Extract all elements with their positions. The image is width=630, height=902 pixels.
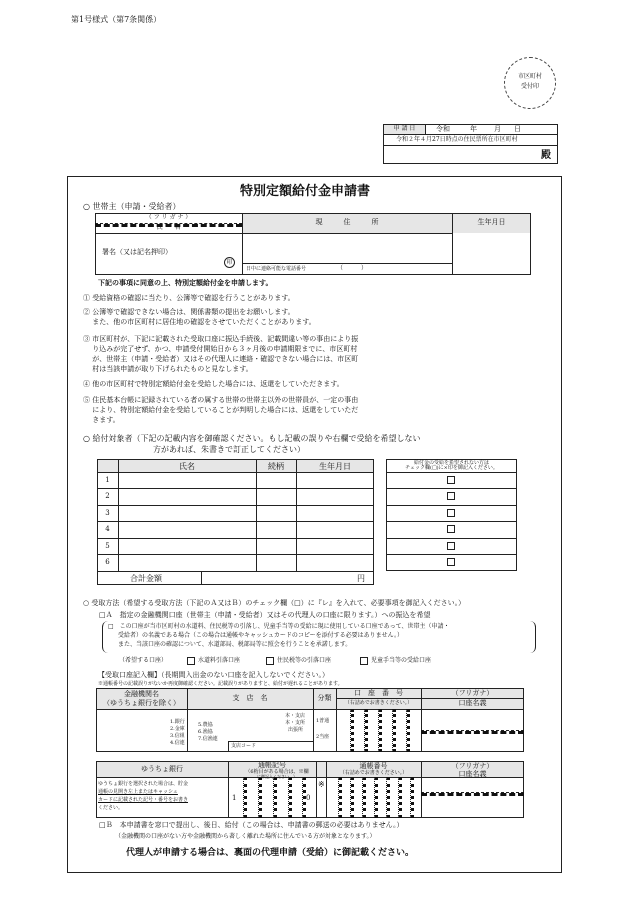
optout-note-2: チェック欄(□)に×印を御記入ください。 — [405, 465, 498, 471]
seal-mark — [224, 257, 235, 268]
yucho-symbol-note-2: に御記入ください。） — [257, 774, 297, 779]
wish-water-checkbox[interactable] — [187, 657, 195, 665]
account-number-note: （右詰めでお書きください。） — [344, 700, 413, 706]
recipients-heading-2: 方があれば、朱書きで訂正してください） — [153, 445, 305, 454]
agreement-item-2b: また、他の市区町村に居住地の確認をさせていただくことがあります。 — [83, 318, 316, 326]
seal-text: 印 — [226, 259, 233, 266]
row-number: 6 — [105, 558, 110, 566]
date-year: 年 — [470, 125, 477, 133]
branch-type: 本・支店 — [285, 713, 306, 719]
birthdate-label: 生年月日 — [477, 218, 506, 226]
row-number: 5 — [105, 542, 110, 550]
account-warning: ※通帳番号の記載誤りがないか再度御確認ください。記載誤りがありますと、給付が遅れることがあります。 — [98, 681, 343, 687]
optout-checkbox[interactable] — [447, 476, 455, 484]
phone-parens: （ ） — [337, 265, 368, 272]
recipients-heading: ○ 給付対象者（下記の記載内容を御確認ください。もし記載の誤りや右欄で受給を希望しない — [83, 434, 421, 443]
account-type: 1普通 — [316, 718, 330, 724]
yucho-number-label: 通帳番号 — [359, 762, 388, 770]
recipients-table — [97, 459, 374, 585]
optout-checkbox[interactable] — [447, 509, 455, 517]
name-label: 氏 名 — [156, 224, 181, 231]
existing-account-1: □ この口座が当市区町村の水道料、住民税等の引落し、児童手当等の受給に現に使用している口座であって、世帯主（申請・ — [108, 623, 450, 630]
agreement-item-1: ① 受給資格の確認に当たり、公簿等で確認を行うことがあります。 — [83, 294, 295, 302]
phone-label: 日中に連絡可能な電話番号 — [246, 266, 307, 272]
branch-label: 支 店 名 — [232, 694, 268, 702]
row-number: 1 — [105, 476, 110, 484]
wish-option: 水道料引落口座 — [198, 657, 241, 664]
row-number: 2 — [105, 492, 110, 500]
application-date-label: 申 請 日 — [393, 125, 416, 132]
holder-name-label: 口座名義 — [458, 699, 487, 707]
honorific: 殿 — [541, 150, 551, 161]
wish-childcare-checkbox[interactable] — [360, 657, 368, 665]
agreement-item-2: ② 公簿等で確認できない場合は、関係書類の提出をお願いします。 — [83, 308, 295, 316]
col-name: 氏名 — [179, 462, 195, 471]
optout-checkbox[interactable] — [447, 525, 455, 533]
col-birthdate: 生年月日 — [319, 462, 351, 471]
branch-type: 本・支所 — [285, 720, 306, 726]
yucho-desc: ゆうちょ銀行を選択された場合は、貯金 — [98, 781, 189, 787]
bank-type: 2.金庫 — [170, 726, 185, 732]
option-b: □Ｂ 本申請書を窓口で提出し、後日、給付（この場合は、申請書の郵送の必要はありません。） — [99, 821, 404, 829]
account-number-label: 口 座 番 号 — [354, 689, 403, 697]
bank-type: 3.信組 — [170, 733, 185, 739]
date-day: 日 — [514, 125, 521, 133]
bank-name-sublabel: （ゆうちょ銀行を除く） — [103, 699, 180, 707]
wish-option: 住民税等の引落口座 — [277, 657, 332, 664]
option-a: □Ａ 指定の金融機関口座（世帯主（申請・受給者）又はその代理人の口座に限ります。）への振込を希望 — [99, 611, 431, 619]
wish-tax-checkbox[interactable] — [266, 657, 274, 665]
proxy-note: 代理人が申請する場合は、裏面の代理申請（受給）に御記載ください。 — [126, 848, 415, 858]
branch-code-label: 支店コード — [231, 743, 257, 749]
signature-label: 署名（又は記名押印） — [102, 248, 172, 256]
agreement-item-4: ④ 他の市区町村で特別定額給付金を受給した場合には、返還をしていただきます。 — [83, 380, 344, 388]
residence-basis-note: 令和２年４月27日時点の住民票所在市区町村 — [396, 136, 518, 143]
option-b-note: （金融機関の口座がない方や金融機関から著しく離れた場所に住んでいる方が対象となります。） — [115, 833, 376, 840]
account-type: 2当座 — [316, 734, 330, 740]
agreement-item-5: ⑤ 住民基本台帳に記録されている者の属する世帯の世帯主以外の世帯員が、一定の事由 — [83, 396, 359, 404]
stamp-label-2: 受付印 — [520, 83, 539, 90]
bank-type: 4.信連 — [170, 740, 185, 746]
bank-type: 1.銀行 — [170, 719, 185, 725]
wish-account-label: （希望する口座） — [119, 657, 168, 664]
yucho-desc: 通帳の見開き左上またはキャッシュ — [98, 789, 178, 795]
bank-type: 5.農協 — [198, 722, 213, 728]
row-number: 4 — [105, 525, 110, 533]
yucho-asterisk: ※ — [318, 780, 325, 789]
optout-checkbox[interactable] — [447, 558, 455, 566]
agreement-item-5c: きます。 — [83, 416, 120, 424]
yucho-furigana-label: （フリガナ） — [451, 762, 494, 770]
yucho-holder-label: 口座名義 — [458, 770, 487, 778]
bank-type: 6.漁協 — [198, 729, 213, 735]
date-era: 令和 — [436, 125, 450, 133]
agreement-item-3d: 村は当該申請が取り下げられたものと見なします。 — [83, 365, 253, 373]
form-number: 第1号様式（第7条関係） — [71, 15, 162, 24]
reception-stamp-area — [504, 57, 556, 109]
wish-option: 児童手当等の受給口座 — [371, 657, 432, 664]
bank-name-label: 金融機関名 — [124, 690, 159, 698]
agreement-item-3b: り込みが完了せず、かつ、申請受付開始日から３ヶ月後の申請期限までに、市区町村 — [83, 345, 358, 353]
yucho-symbol-label: 通帳記号 — [258, 761, 286, 769]
date-month: 月 — [494, 125, 501, 133]
branch-type: 出張所 — [288, 727, 304, 733]
optout-checkbox[interactable] — [447, 542, 455, 550]
applicant-heading: ○ 世帯主（申請・受給者） — [83, 202, 181, 211]
total-amount-label: 合計金額 — [130, 574, 162, 583]
col-relation: 続柄 — [268, 462, 284, 471]
existing-account-3: また、当該口座の確認について、水道部局、税部局等に照会を行うことを承諾します。 — [118, 641, 352, 648]
existing-account-2: 受給者）の名義である場合（この場合は通帳やキャッシュカードのコピーを添付する必要はありません。） — [118, 632, 404, 639]
yucho-desc: ください。 — [98, 805, 124, 811]
yucho-symbol-note: （6桁目がある場合は、※欄 — [245, 769, 309, 775]
yucho-desc: カードに記載された記号・番号をお書き — [98, 797, 189, 803]
address-label: 現 住 所 — [315, 218, 379, 226]
yen-unit: 円 — [357, 574, 365, 583]
agreement-item-5b: により、特別定額給付金を受給していることが判明した場合には、返還をしていただ — [83, 406, 359, 414]
yucho-name: ゆうちょ銀行 — [141, 765, 183, 773]
holder-furigana-label: （フリガナ） — [451, 689, 494, 697]
account-type-label: 分類 — [317, 694, 332, 702]
bank-type: 7.信漁連 — [198, 736, 218, 742]
payment-heading: ○ 受取方法（希望する受取方法（下記のＡ又はＢ）のチェック欄（□）に『レ』を入れて、必要事項を御記入ください。） — [83, 599, 466, 607]
optout-note-1: 給付金の受給を希望されない方は — [413, 460, 489, 466]
optout-checkbox[interactable] — [447, 492, 455, 500]
agreement-lead: 下記の事項に同意の上、特別定額給付金を申請します。 — [98, 278, 273, 287]
yucho-symbol-last: 0 — [306, 794, 311, 802]
yucho-number-note: （右詰めでお書きください。） — [339, 770, 408, 776]
account-section-title: 【受取口座記入欄】（長期間入出金のない口座を記入しないでください。） — [98, 671, 329, 679]
stamp-label-1: 市区町村 — [517, 73, 542, 80]
yucho-symbol-first: 1 — [232, 794, 237, 802]
form-title: 特別定額給付金申請書 — [240, 184, 371, 199]
furigana-label: （ フ リ ガ ナ ） — [145, 214, 192, 221]
row-number: 3 — [105, 509, 110, 517]
agreement-item-3c: が、世帯主（申請・受給者）又はその代理人に連絡・確認できない場合には、市区町 — [83, 355, 359, 363]
agreement-item-3: ③ 市区町村が、下記に記載された受取口座に振込手続後、記載間違い等の事由により振 — [83, 335, 359, 343]
